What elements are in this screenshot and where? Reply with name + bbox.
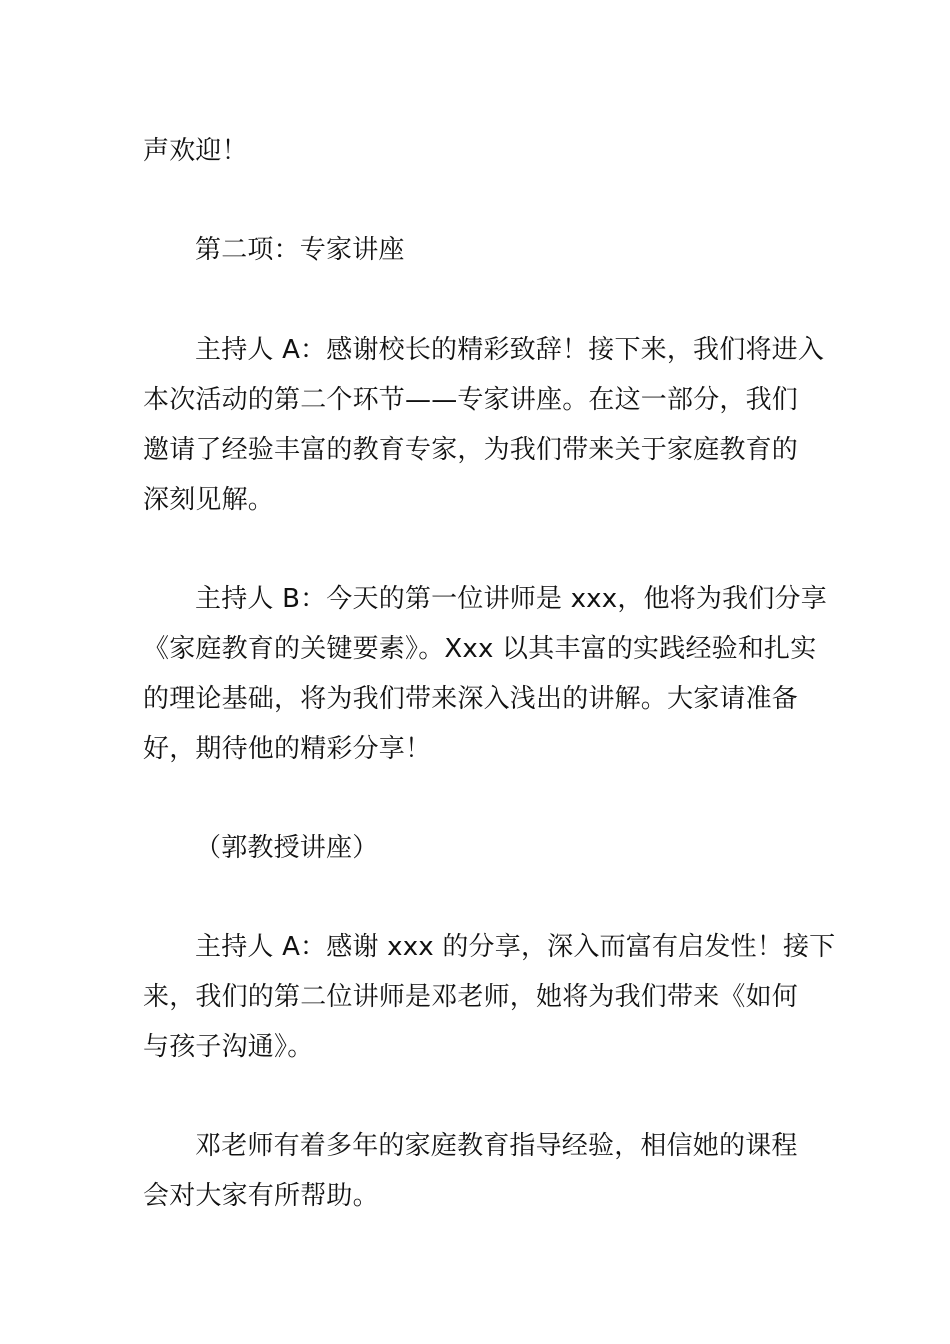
text-line: 主持人 A：感谢校长的精彩致辞！接下来，我们将进入: [195, 335, 825, 365]
text-line: 会对大家有所帮助。: [143, 1181, 379, 1211]
text-line: 深刻见解。: [143, 485, 275, 515]
text-line: 主持人 A：感谢 xxx 的分享，深入而富有启发性！接下: [195, 932, 836, 962]
text-line: 声欢迎！: [143, 136, 248, 166]
text-line: 邀请了经验丰富的教育专家，为我们带来关于家庭教育的: [143, 435, 799, 465]
text-line: 来，我们的第二位讲师是邓老师，她将为我们带来《如何: [143, 982, 799, 1012]
text-line: 主持人 B：今天的第一位讲师是 xxx，他将为我们分享: [195, 584, 827, 614]
text-line: 邓老师有着多年的家庭教育指导经验，相信她的课程: [195, 1131, 798, 1161]
text-line: 与孩子沟通》。: [143, 1032, 314, 1062]
text-line: 的理论基础，将为我们带来深入浅出的讲解。大家请准备: [143, 684, 799, 714]
text-line: 本次活动的第二个环节——专家讲座。在这一部分，我们: [143, 385, 799, 415]
section-heading: 第二项：专家讲座: [195, 235, 405, 265]
text-line: （郭教授讲座）: [195, 833, 379, 863]
text-line: 好，期待他的精彩分享！: [143, 734, 432, 764]
text-line: 《家庭教育的关键要素》。Xxx 以其丰富的实践经验和扎实: [143, 634, 817, 664]
